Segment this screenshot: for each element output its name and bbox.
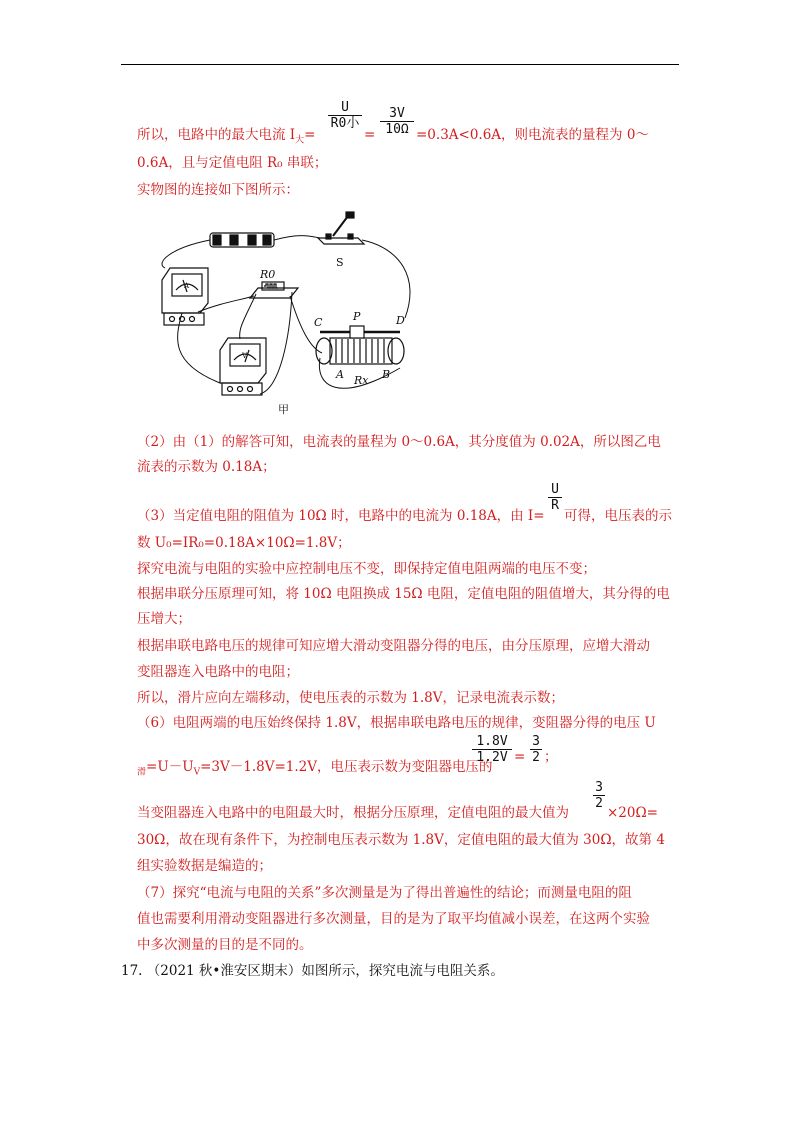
numerator: 3V (389, 106, 405, 121)
line-2: 0.6A，且与定值电阻 R₀ 串联； (137, 155, 328, 171)
line-4: （2）由（1）的解答可知，电流表的量程为 0～0.6A，其分度值为 0.02A，所以图乙电 (137, 434, 661, 450)
line-16-tail (607, 804, 658, 822)
text: ×20Ω= (607, 805, 658, 821)
fraction-3-2 (530, 734, 542, 765)
label-s: S (336, 256, 344, 269)
text: = (304, 127, 316, 143)
line-5: 流表的示数为 0.18A； (137, 459, 276, 475)
line-13: 所以，滑片应向左端移动，使电压表的示数为 1.8V，记录电流表示数； (137, 690, 565, 706)
denominator: R0小 (330, 116, 360, 131)
denominator: R (551, 498, 559, 513)
line-15-end (544, 748, 558, 766)
switch-icon (318, 212, 364, 244)
line-14: （6）电阻两端的电压始终保持 1.8V，根据串联电路电压的规律，变阻器分得的电压 U (137, 715, 656, 731)
line-8: 探究电流与电阻的实验中应控制电压不变，即保持定值电阻两端的电压不变； (137, 561, 596, 577)
fraction-3-2-b (593, 780, 605, 811)
text: =0.3A<0.6A，则电流表的量程为 0～ (416, 127, 649, 143)
voltmeter-icon (220, 338, 266, 395)
line-9: 根据串联分压原理可知，将 10Ω 电阻换成 15Ω 电阻，定值电阻的阻值增大，其分得的电 (137, 586, 670, 602)
line-12: 变阻器连入电路中的电阻； (137, 664, 299, 680)
line-11: 根据串联电路电压的规律可知应增大滑动变阻器分得的电压，由分压原理，应增大滑动 (137, 638, 650, 654)
label-rx: Rx (354, 374, 369, 387)
text: =U－U (146, 759, 194, 775)
label-p: P (353, 310, 361, 323)
label-voltmeter: V (242, 352, 248, 360)
line-1-eq (364, 126, 375, 144)
line-17: 30Ω，故在现有条件下，为控制电压表示数为 1.8V，定值电阻的最大值为 30Ω，故第 4 (137, 832, 665, 848)
wires (162, 236, 410, 394)
label-b: B (382, 368, 391, 381)
fraction-u-r (548, 482, 562, 513)
rheostat-icon (316, 326, 404, 364)
line-19: （7）探究“电流与电阻的关系”多次测量是为了得出普遍性的结论；而测量电阻的阻 (137, 885, 632, 901)
numerator: 3 (595, 780, 603, 795)
numerator: 1.8V (476, 734, 508, 749)
fraction-3v-10ohm (380, 106, 414, 137)
line-6 (137, 507, 545, 525)
battery-icon (210, 233, 274, 247)
text: 当变阻器连入电路中的电阻最大时，根据分压原理，定值电阻的最大值为 (137, 805, 569, 821)
text: （3）当定值电阻的阻值为 10Ω 时，电路中的电流为 0.18A，由 I= (137, 508, 545, 524)
line-15 (137, 758, 493, 782)
numerator: 3 (532, 734, 540, 749)
denominator: 1.2V (476, 750, 508, 765)
figure-caption: 甲 (278, 403, 289, 416)
subscript: V (193, 767, 201, 778)
denominator: 10Ω (385, 122, 409, 137)
numerator: U (341, 100, 349, 115)
text: = (364, 127, 376, 143)
label-c: C (314, 316, 323, 329)
line-1 (137, 126, 315, 150)
subscript: 大 (295, 135, 305, 146)
denominator: 2 (532, 750, 540, 765)
line-7: 数 U₀=IR₀=0.18A×10Ω=1.8V； (137, 535, 351, 551)
label-d: D (396, 314, 405, 327)
label-r0: R0 (260, 268, 276, 281)
fraction-1.8v-1.2v (472, 734, 512, 765)
label-a: A (336, 368, 344, 381)
line-10: 压增大； (137, 611, 191, 627)
resistor-r0-icon (250, 282, 298, 298)
line-1-tail (416, 126, 649, 144)
subscript: 滑 (137, 767, 147, 778)
text: 可得，电压表的示 (564, 508, 672, 524)
text: = (514, 749, 526, 765)
line-6-tail (564, 507, 672, 525)
text: =3V－1.8V=1.2V，电压表示数为变阻器电压的 (200, 759, 493, 775)
denominator: 2 (595, 796, 603, 811)
line-3: 实物图的连接如下图所示： (137, 182, 299, 198)
line-15-eq (514, 748, 525, 766)
numerator: U (551, 482, 559, 497)
line-20: 值也需要利用滑动变阻器进行多次测量，目的是为了取平均值减小误差，在这两个实验 (137, 911, 650, 927)
line-18: 组实验数据是编造的； (137, 858, 272, 874)
text: ； (544, 749, 558, 765)
circuit-diagram (150, 208, 440, 416)
header-rule (121, 64, 679, 65)
ammeter-icon (162, 268, 208, 325)
fraction-u-r0 (328, 100, 362, 131)
label-ammeter: A (184, 282, 190, 290)
text: 所以，电路中的最大电流 I (137, 127, 296, 143)
line-16 (137, 804, 569, 822)
question-17: 17. （2021 秋•淮安区期末）如图所示，探究电流与电阻关系。 (121, 963, 504, 979)
line-21: 中多次测量的目的是不同的。 (137, 937, 313, 953)
